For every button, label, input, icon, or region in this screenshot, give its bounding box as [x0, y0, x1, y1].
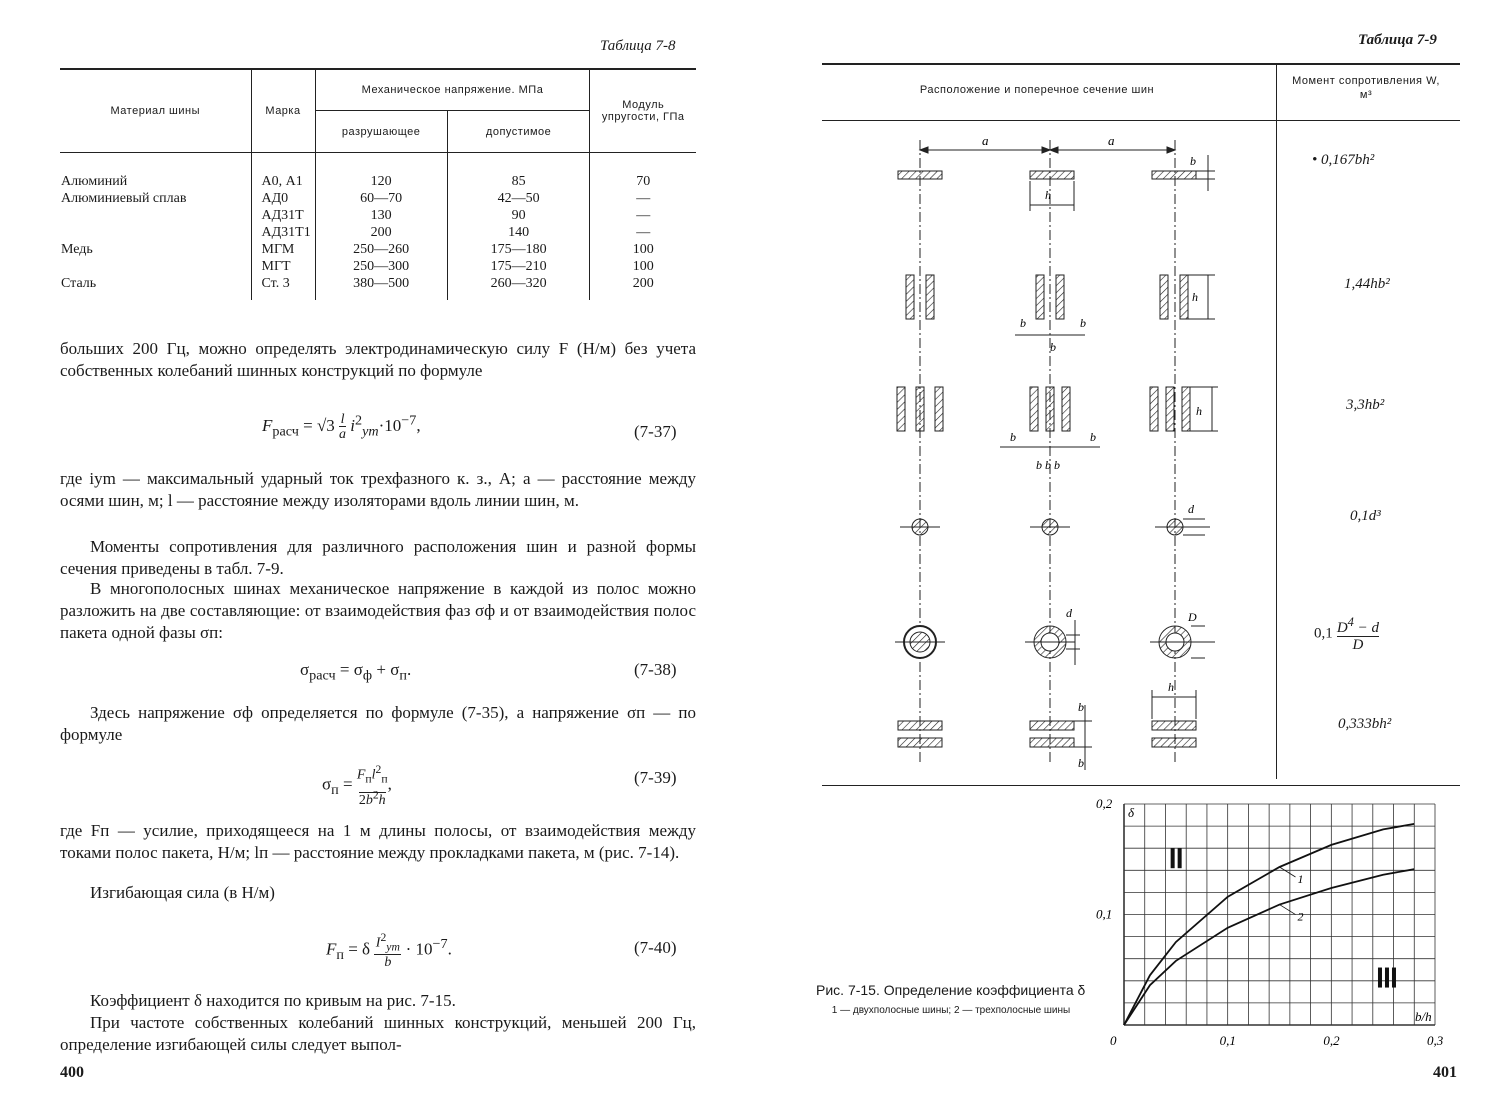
formula-7-38: $\sigma_{расч} = \sigma_ф + \sigma_п$.: [300, 660, 412, 684]
grade-cell: Ст. 3: [261, 276, 290, 291]
breaking-cell: 60—70: [360, 191, 403, 206]
svg-text:b: b: [1090, 430, 1096, 444]
allowable-cell: 90: [511, 208, 526, 223]
breaking-cell: 250—300: [353, 259, 410, 274]
svg-text:a: a: [1108, 133, 1115, 148]
x-tick-label: 0: [1110, 1033, 1117, 1048]
allowable-cell: 260—320: [490, 276, 547, 291]
equation-number: (7-39): [634, 768, 677, 787]
svg-text:b b b: b b b: [1036, 458, 1060, 472]
svg-text:b: b: [1020, 316, 1026, 330]
paragraph: Изгибающая сила (в Н/м): [90, 883, 275, 902]
x-tick-label: 0,2: [1323, 1033, 1340, 1048]
paragraph: Моменты сопротивления для различного расположения шин и разной формы сечения приведены в табл. 7-9.: [60, 537, 696, 578]
bullet-icon: •: [1312, 152, 1318, 168]
page-number: 401: [1433, 1064, 1457, 1081]
header-stress-group: Механическое напряжение. МПа: [315, 69, 590, 111]
section-modulus-formula: 1,44hb²: [1344, 276, 1390, 292]
busbar-inset-icon: [1385, 968, 1389, 988]
grade-cell: А0, А1: [261, 174, 303, 189]
svg-text:b: b: [1078, 700, 1084, 714]
breaking-cell: 120: [370, 174, 392, 189]
table-7-9-caption: Таблица 7-9: [1358, 32, 1437, 48]
x-axis-label: b/h: [1415, 1009, 1432, 1024]
grade-cell: МГМ: [261, 242, 295, 257]
svg-text:h: h: [1192, 290, 1198, 304]
header-modulus: Модуль упругости, ГПа: [590, 69, 696, 153]
paragraph: Коэффициент δ находится по кривым на рис. 7-15.: [90, 991, 456, 1010]
modulus-cell: —: [636, 208, 651, 223]
table-7-8-caption: Таблица 7-8: [600, 38, 676, 54]
allowable-cell: 42—50: [497, 191, 540, 206]
allowable-cell: 175—180: [490, 242, 547, 257]
series-leader: [1280, 905, 1296, 915]
section-modulus-formula: 0,333bh²: [1338, 716, 1392, 732]
section-modulus-formula-tube: $0,1 \frac{D^4 - d}{D}$: [1314, 615, 1380, 653]
table-row: [60, 153, 696, 301]
svg-text:b: b: [1080, 316, 1086, 330]
header-material: Материал шины: [60, 69, 251, 153]
allowable-cell: 85: [511, 174, 526, 189]
modulus-cell: 100: [632, 242, 654, 257]
allowable-cell: 175—210: [490, 259, 547, 274]
material-cell: Алюминиевый сплав: [61, 191, 187, 206]
section-modulus-formula: 0,1d³: [1350, 508, 1381, 524]
page-number: 400: [60, 1064, 84, 1081]
equation-number: (7-37): [634, 422, 677, 441]
breaking-cell: 250—260: [353, 242, 410, 257]
modulus-cell: 100: [632, 259, 654, 274]
svg-text:D: D: [1188, 610, 1197, 624]
grade-cell: АД31Т1: [261, 225, 311, 240]
material-cell: Сталь: [61, 276, 97, 291]
table-7-8: [60, 68, 696, 300]
delta-coefficient-chart: [1090, 790, 1480, 1060]
figure-legend: 1 — двухполосные шины; 2 — трехполосные шины: [831, 1005, 1071, 1016]
formula-7-40: $F_п = \delta$ $I^2_{ym}$ $b \cdot 10^{-7}$.: [326, 931, 452, 971]
paragraph: При частоте собственных колебаний шинных конструкций, меньшей 200 Гц, определение изгибающей силы следует выпол-: [60, 1013, 696, 1054]
svg-text:a: a: [982, 133, 989, 148]
material-cell: [61, 258, 250, 275]
grade-cell: АД0: [261, 191, 289, 206]
equation-number: (7-40): [634, 938, 677, 957]
busbar-cross-section-diagram: [870, 125, 1230, 775]
x-tick-label: 0,1: [1219, 1033, 1236, 1048]
formula-7-37: $F_{расч} = √3 \frac{l}{a} i^2_{ym}\cdot 10^{-7}$,: [262, 412, 421, 442]
y-tick-label: 0,1: [1096, 906, 1113, 922]
formula-text: 0,167bh²: [1321, 152, 1375, 168]
modulus-cell: —: [636, 191, 651, 206]
busbar-inset-icon: [1392, 968, 1396, 988]
material-cell: Медь: [61, 242, 93, 257]
svg-text:d: d: [1188, 502, 1194, 516]
modulus-cell: 70: [636, 174, 651, 189]
svg-text:h: h: [1168, 680, 1174, 694]
section-modulus-formula: 3,3hb²: [1346, 397, 1385, 413]
material-cell: [61, 207, 250, 224]
modulus-cell: 200: [632, 276, 654, 291]
grade-cell: МГТ: [261, 259, 291, 274]
formula-7-39: $\sigma_п = F_пl^2_п$ $2b^2h$,: [322, 763, 392, 809]
y-tick-label: 0,2: [1096, 796, 1113, 811]
paragraph: где iym — максимальный ударный ток трехфазного к. з., А; a — расстояние между осями шин, м; l — расстояние между изоляторами вдоль линии шин, м.: [60, 469, 696, 510]
paragraph: где Fп — усилие, приходящееся на 1 м длины полосы, от взаимодействия между токами полос пакета, Н/м; lп — расстояние между прокладками пакета, м (рис. 7-14).: [60, 821, 696, 862]
series-label: 1: [1297, 871, 1304, 886]
header-allowable: допустимое: [447, 111, 590, 153]
svg-text:b: b: [1050, 340, 1056, 354]
grade-cell: АД31Т: [261, 208, 304, 223]
material-cell: Алюминий: [61, 174, 128, 189]
table-7-9-col-divider: [1276, 63, 1277, 779]
y-axis-label: δ: [1128, 805, 1135, 820]
modulus-cell: —: [636, 225, 651, 240]
svg-text:b: b: [1078, 756, 1084, 770]
breaking-cell: 130: [370, 208, 392, 223]
figure-title: Рис. 7-15. Определение коэффициента δ: [816, 982, 1086, 998]
svg-text:h: h: [1045, 188, 1051, 202]
header-arrangement: Расположение и поперечное сечение шин: [919, 84, 1155, 96]
allowable-cell: 140: [508, 225, 530, 240]
svg-text:b: b: [1010, 430, 1016, 444]
busbar-inset-icon: [1171, 848, 1175, 868]
material-cell: [61, 224, 250, 241]
header-grade: Марка: [251, 69, 315, 153]
paragraph: В многополосных шинах механическое напряжение в каждой из полос можно разложить на две составляющие: от взаимодействия фаз σф и от взаимодействия полос пакета одной фазы σп:: [60, 579, 696, 642]
breaking-cell: 200: [370, 225, 392, 240]
svg-text:h: h: [1196, 404, 1202, 418]
table-7-9-top-rule: [822, 63, 1460, 65]
breaking-cell: 380—500: [353, 276, 410, 291]
series-label: 2: [1297, 909, 1304, 924]
table-7-9-bottom-rule: [822, 785, 1460, 786]
paragraph: больших 200 Гц, можно определять электродинамическую силу F (Н/м) без учета собственных колебаний шинных конструкций по формуле: [60, 339, 696, 380]
busbar-inset-icon: [1178, 848, 1182, 868]
table-7-9-header-rule: [822, 120, 1460, 121]
svg-text:b: b: [1190, 154, 1196, 168]
section-modulus-formula: [1312, 152, 1374, 169]
busbar-inset-icon: [1378, 968, 1382, 988]
header-section-modulus: Момент сопротивления W, м³: [1292, 75, 1440, 101]
header-breaking: разрушающее: [315, 111, 447, 153]
series-leader: [1280, 867, 1296, 877]
x-tick-label: 0,3: [1427, 1033, 1444, 1048]
equation-number: (7-38): [634, 660, 677, 679]
figure-caption: [816, 982, 1086, 1017]
svg-text:d: d: [1066, 606, 1072, 620]
paragraph: Здесь напряжение σф определяется по формуле (7-35), а напряжение σп — по формуле: [60, 703, 696, 744]
